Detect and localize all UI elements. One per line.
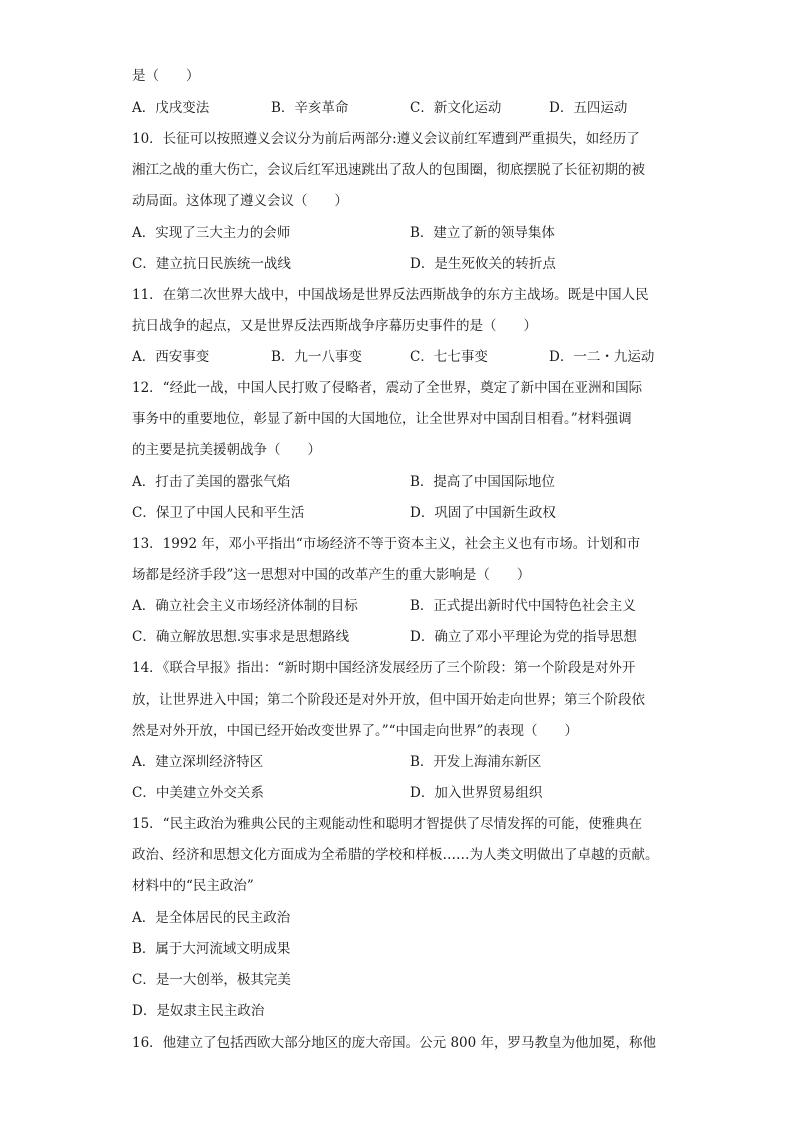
q9-stem-tail: 是（ ） [132, 68, 200, 84]
q10-stem-line: 动局面。这体现了遵义会议（ ） [132, 193, 348, 209]
q11-option-d: D．一二・九运动 [549, 349, 655, 365]
q15-option-a: A．是全体居民的民主政治 [132, 910, 291, 926]
q11-option-b: B．九一八事变 [271, 349, 362, 365]
q10-stem-line: 10．长征可以按照遵义会议分为前后两部分:遵义会议前红军遭到严重损失，如经历了 [132, 131, 640, 147]
q15-option-b: B．属于大河流域文明成果 [132, 941, 291, 957]
q14-option-a: A．建立深圳经济特区 [132, 754, 264, 770]
q11-option-a: A．西安事变 [132, 349, 210, 365]
q15-option-c: C．是一大创举，极其完美 [132, 972, 291, 988]
q13-option-a: A．确立社会主义市场经济体制的目标 [132, 598, 358, 614]
q12-stem-line: 事务中的重要地位，彰显了新中国的大国地位，让全世界对中国刮目相看。”材料强调 [132, 411, 632, 427]
q11-stem-line: 11．在第二次世界大战中，中国战场是世界反法西斯战争的东方主战场。既是中国人民 [132, 287, 649, 303]
q13-option-b: B．正式提出新时代中国特色社会主义 [410, 598, 636, 614]
q13-option-c: C．确立解放思想.实事求是思想路线 [132, 629, 350, 645]
q15-option-d: D．是奴隶主民主政治 [132, 1003, 265, 1019]
q12-option-a: A．打击了美国的嚣张气焰 [132, 474, 291, 490]
q10-option-d: D．是生死攸关的转折点 [410, 256, 556, 272]
q9-option-b: B．辛亥革命 [271, 100, 349, 116]
q10-option-c: C．建立抗日民族统一战线 [132, 256, 291, 272]
q14-option-b: B．开发上海浦东新区 [410, 754, 542, 770]
q11-stem-line: 抗日战争的起点，又是世界反法西斯战争序幕历史事件的是（ ） [132, 318, 537, 334]
q12-stem-line: 12．“经此一战，中国人民打败了侵略者，震动了全世界，奠定了新中国在亚洲和国际 [132, 380, 643, 396]
q13-stem-line: 场都是经济手段”这一思想对中国的改革产生的重大影响是（ ） [132, 567, 531, 583]
q14-stem-line: 然是对外开放，中国已经开始改变世界了。”“中国走向世界”的表现（ ） [132, 723, 578, 739]
q14-option-d: D．加入世界贸易组织 [410, 785, 543, 801]
q13-stem-line: 13．1992 年，邓小平指出“市场经济不等于资本主义，社会主义也有市场。计划和市 [132, 536, 641, 552]
q12-option-d: D．巩固了中国新生政权 [410, 505, 556, 521]
q13-option-d: D．确立了邓小平理论为党的指导思想 [410, 629, 637, 645]
q15-stem-line: 15．“民主政治为雅典公民的主观能动性和聪明才智提供了尽情发挥的可能，使雅典在 [132, 816, 643, 832]
q10-option-a: A．实现了三大主力的会师 [132, 225, 291, 241]
q12-option-c: C．保卫了中国人民和平生活 [132, 505, 305, 521]
q10-option-b: B．建立了新的领导集体 [410, 225, 555, 241]
q12-option-b: B．提高了中国国际地位 [410, 474, 555, 490]
q15-stem-line: 材料中的“民主政治” [132, 878, 254, 894]
q16-stem-line: 16．他建立了包括西欧大部分地区的庞大帝国。公元 800 年，罗马教皇为他加冕，称他 [132, 1035, 657, 1051]
q9-option-c: C．新文化运动 [410, 100, 502, 116]
q9-option-d: D．五四运动 [549, 100, 628, 116]
q12-stem-line: 的主要是抗美援朝战争（ ） [132, 442, 321, 458]
q15-stem-line: 政治、经济和思想文化方面成为全希腊的学校和样板……为人类文明做出了卓越的贡献。 [132, 847, 659, 863]
q14-stem-line: 14．《联合早报》指出：“新时期中国经济发展经历了三个阶段：第一个阶段是对外开 [132, 660, 636, 676]
q14-stem-line: 放，让世界进入中国；第二个阶段还是对外开放，但中国开始走向世界；第三个阶段依 [132, 692, 645, 708]
q10-stem-line: 湘江之战的重大伤亡，会议后红军迅速跳出了敌人的包围圈，彻底摆脱了长征初期的被 [132, 162, 645, 178]
q9-option-a: A．戊戌变法 [132, 100, 210, 116]
q14-option-c: C．中美建立外交关系 [132, 785, 264, 801]
q11-option-c: C．七七事变 [410, 349, 488, 365]
